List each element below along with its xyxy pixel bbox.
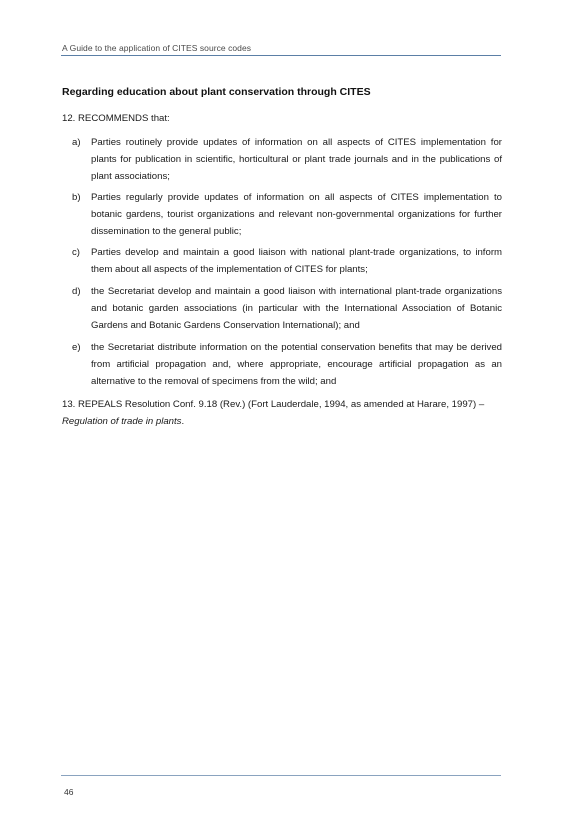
list-item-text: Parties regularly provide updates of information on all aspects of CITES implementation to botanic gardens, tourist organizations and relevant non-governmental organizations for further dissemination to the general public;: [91, 192, 502, 237]
list-item-d: [72, 283, 502, 334]
list-item-c: [72, 244, 502, 278]
header-rule: [61, 55, 501, 56]
list-item-label: a): [72, 137, 81, 148]
list-item-text: the Secretariat develop and maintain a good liaison with international plant-trade organizations and botanic garden associations (in particular with the International Association of Botanic Gardens and Botanic Gardens Conservation International); and: [91, 286, 502, 331]
repealed-resolution-title: Regulation of trade in plants: [62, 416, 182, 427]
list-item-label: e): [72, 342, 81, 353]
page-number: 46: [64, 787, 74, 797]
list-item-label: b): [72, 192, 81, 203]
repeals-text: 13. REPEALS Resolution Conf. 9.18 (Rev.) (Fort Lauderdale, 1994, as amended at Harare, 1997) –: [62, 399, 485, 410]
running-header: A Guide to the application of CITES source codes: [62, 43, 252, 53]
list-item-text: the Secretariat distribute information on the potential conservation benefits that may be derived from artificial propagation and, where appropriate, encourage artificial propagation as an alternative to the removal of specimens from the wild; and: [91, 342, 502, 387]
section-title: Regarding education about plant conservation through CITES: [62, 86, 371, 98]
list-item-text: Parties routinely provide updates of information on all aspects of CITES implementation for plants for publication in scientific, horticultural or plant trade journals and in the publications of plant associations;: [91, 137, 502, 182]
repeals-paragraph: [62, 396, 502, 430]
list-item-a: [72, 134, 502, 185]
list-item-label: c): [72, 247, 80, 258]
repeals-title-line: [62, 413, 502, 430]
footer-rule: [61, 775, 501, 776]
list-item-b: [72, 189, 502, 240]
repeals-period: .: [181, 416, 185, 427]
list-item-e: [72, 339, 502, 390]
list-item-text: Parties develop and maintain a good liaison with national plant-trade organizations, to inform them about all aspects of the implementation of CITES for plants;: [91, 247, 502, 275]
list-item-label: d): [72, 286, 81, 297]
recommends-heading: 12. RECOMMENDS that:: [62, 113, 170, 124]
